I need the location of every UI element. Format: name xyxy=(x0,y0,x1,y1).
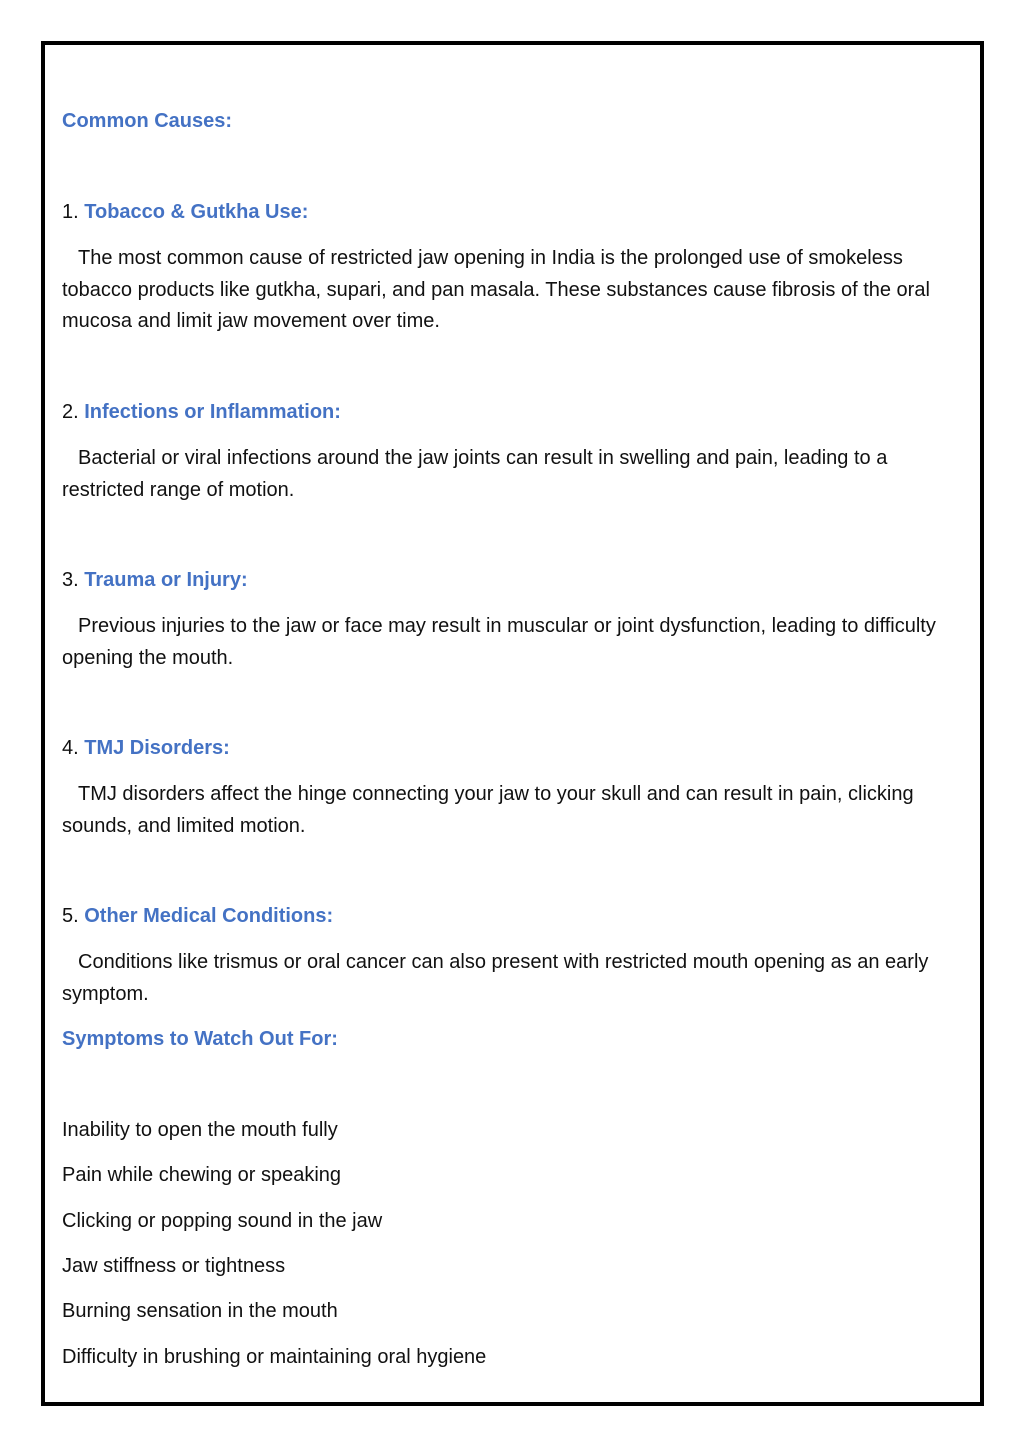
cause-4-text: TMJ disorders affect the hinge connecting your jaw to your skull and can result in pain, clicking sounds, and limited motion. xyxy=(62,783,914,837)
cause-1-number: 1. xyxy=(62,201,79,223)
cause-4-heading xyxy=(62,737,230,760)
cause-5-number: 5. xyxy=(62,905,79,927)
cause-1-heading xyxy=(62,201,308,224)
symptom-item: Burning sensation in the mouth xyxy=(62,1300,338,1322)
cause-1-text: The most common cause of restricted jaw opening in India is the prolonged use of smokeless tobacco products like gutkha, supari, and pan masala. These substances cause fibrosis of the oral mucosa and limit jaw movement over time. xyxy=(62,247,930,332)
cause-1-title: Tobacco & Gutkha Use: xyxy=(84,201,309,223)
symptoms-heading: Symptoms to Watch Out For: xyxy=(62,1028,338,1050)
cause-2-heading xyxy=(62,401,341,424)
cause-5-title: Other Medical Conditions: xyxy=(84,905,334,927)
common-causes-heading: Common Causes: xyxy=(62,110,233,132)
cause-3-title: Trauma or Injury: xyxy=(84,569,248,591)
cause-5-text: Conditions like trismus or oral cancer can also present with restricted mouth opening as an early symptom. xyxy=(62,951,929,1005)
symptom-item: Pain while chewing or speaking xyxy=(62,1164,342,1186)
cause-3-text: Previous injuries to the jaw or face may result in muscular or joint dysfunction, leading to difficulty opening the mouth. xyxy=(62,615,936,669)
cause-5-heading xyxy=(62,905,333,928)
cause-3-number: 3. xyxy=(62,569,79,591)
symptom-item: Clicking or popping sound in the jaw xyxy=(62,1210,383,1232)
symptom-item: Inability to open the mouth fully xyxy=(62,1119,338,1141)
cause-2-title: Infections or Inflammation: xyxy=(84,401,341,423)
symptom-item: Difficulty in brushing or maintaining oral hygiene xyxy=(62,1346,487,1368)
symptom-item: Jaw stiffness or tightness xyxy=(62,1255,286,1277)
cause-2-text: Bacterial or viral infections around the jaw joints can result in swelling and pain, leading to a restricted range of motion. xyxy=(62,447,888,501)
cause-4-title: TMJ Disorders: xyxy=(84,737,230,759)
cause-2-number: 2. xyxy=(62,401,79,423)
cause-3-heading xyxy=(62,569,248,592)
cause-4-number: 4. xyxy=(62,737,79,759)
